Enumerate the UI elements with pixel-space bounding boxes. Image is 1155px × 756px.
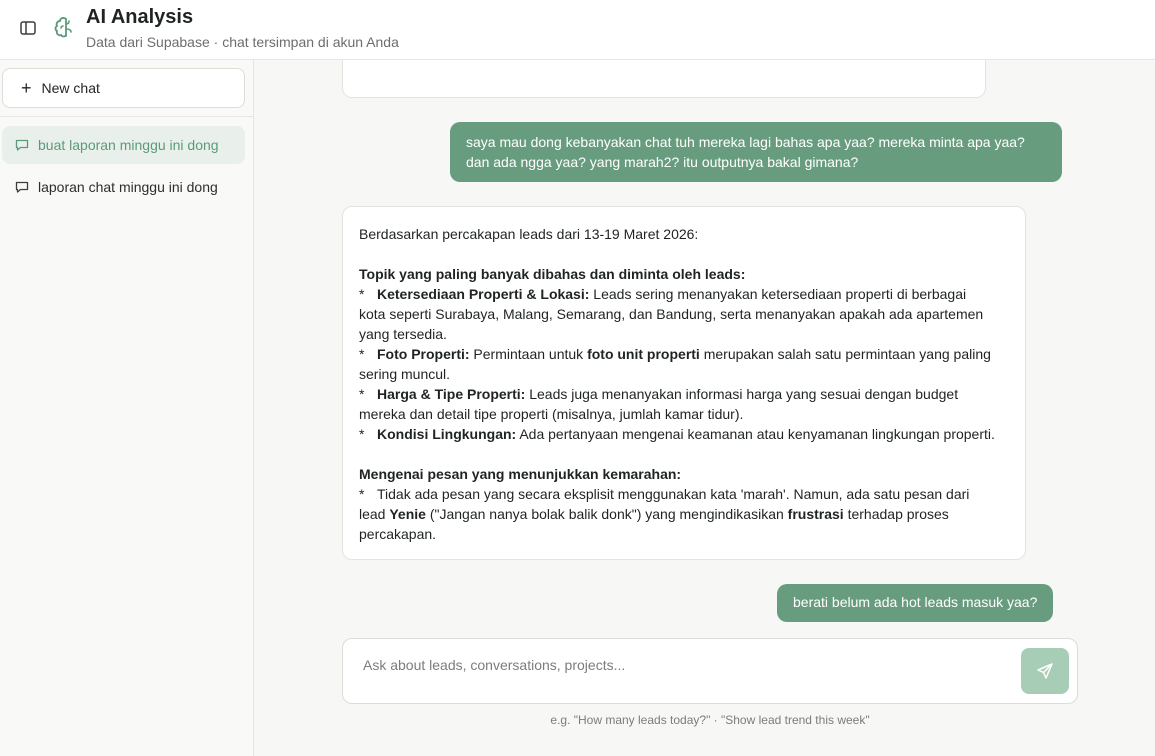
previous-ai-message bbox=[342, 60, 986, 98]
ai-text-line: kota seperti Surabaya, Malang, Semarang, dan Bandung, serta menanyakan apakah ada apartemen bbox=[359, 306, 984, 322]
ai-heading: Mengenai pesan yang menunjukkan kemarahan: bbox=[359, 466, 682, 482]
chat-area[interactable] bbox=[254, 60, 1155, 756]
ai-list-item: * Foto Properti: Permintaan untuk foto unit properti merupakan salah satu permintaan yang paling bbox=[359, 346, 991, 362]
ai-list-item: * Harga & Tipe Properti: Leads juga menanyakan informasi harga yang sesuai dengan budget bbox=[359, 386, 959, 402]
chat-history-label: buat laporan minggu ini dong bbox=[38, 137, 219, 153]
ai-list-item: * Tidak ada pesan yang secara eksplisit menggunakan kata 'marah'. Namun, ada satu pesan dari bbox=[359, 486, 970, 502]
ai-text-line: sering muncul. bbox=[359, 366, 451, 382]
new-chat-button[interactable] bbox=[2, 68, 245, 108]
message-input[interactable] bbox=[363, 657, 1003, 673]
plus-icon: + bbox=[21, 78, 32, 98]
user-message-line: dan ada ngga yaa? yang marah2? itu outputnya bakal gimana? bbox=[466, 154, 859, 170]
page-subtitle: Data dari Supabase · chat tersimpan di akun Anda bbox=[86, 34, 399, 50]
ai-message bbox=[342, 206, 1026, 560]
ai-list-item: * Kondisi Lingkungan: Ada pertanyaan mengenai keamanan atau kenyamanan lingkungan properti. bbox=[359, 426, 995, 442]
user-message-line: saya mau dong kebanyakan chat tuh mereka lagi bahas apa yaa? mereka minta apa yaa? bbox=[466, 134, 1025, 150]
user-message bbox=[777, 584, 1053, 622]
send-button[interactable] bbox=[1021, 648, 1069, 694]
message-composer bbox=[342, 638, 1078, 704]
user-message bbox=[450, 122, 1062, 182]
ai-list-item: * Ketersediaan Properti & Lokasi: Leads sering menanyakan ketersediaan properti di berbagai bbox=[359, 286, 967, 302]
composer-hint: e.g. "How many leads today?" · "Show lead trend this week" bbox=[550, 713, 870, 727]
sidebar-toggle-icon bbox=[19, 19, 37, 37]
chat-history-item[interactable] bbox=[2, 126, 245, 164]
ai-intro: Berdasarkan percakapan leads dari 13-19 Maret 2026: bbox=[359, 226, 699, 242]
chat-history-item[interactable] bbox=[2, 168, 245, 206]
ai-text-line: percakapan. bbox=[359, 526, 437, 542]
message-square-icon bbox=[14, 137, 30, 153]
message-square-icon bbox=[14, 179, 30, 195]
sidebar bbox=[0, 60, 254, 756]
user-message-text: berati belum ada hot leads masuk yaa? bbox=[793, 594, 1038, 610]
ai-text-line: lead Yenie ("Jangan nanya bolak balik donk") yang mengindikasikan frustrasi terhadap proses bbox=[359, 506, 949, 522]
ai-text-line: yang tersedia. bbox=[359, 326, 447, 342]
ai-text-line: mereka dan detail tipe properti (misalnya, jumlah kamar tidur). bbox=[359, 406, 744, 422]
send-icon bbox=[1036, 662, 1054, 680]
ai-heading: Topik yang paling banyak dibahas dan diminta oleh leads: bbox=[359, 266, 746, 282]
page-title: AI Analysis bbox=[86, 6, 194, 28]
app-header bbox=[0, 0, 1155, 60]
brain-logo-icon bbox=[52, 14, 80, 42]
sidebar-divider bbox=[0, 116, 253, 117]
new-chat-label: New chat bbox=[41, 80, 100, 96]
chat-history-label: laporan chat minggu ini dong bbox=[38, 179, 218, 195]
sidebar-toggle-button[interactable] bbox=[16, 16, 40, 40]
